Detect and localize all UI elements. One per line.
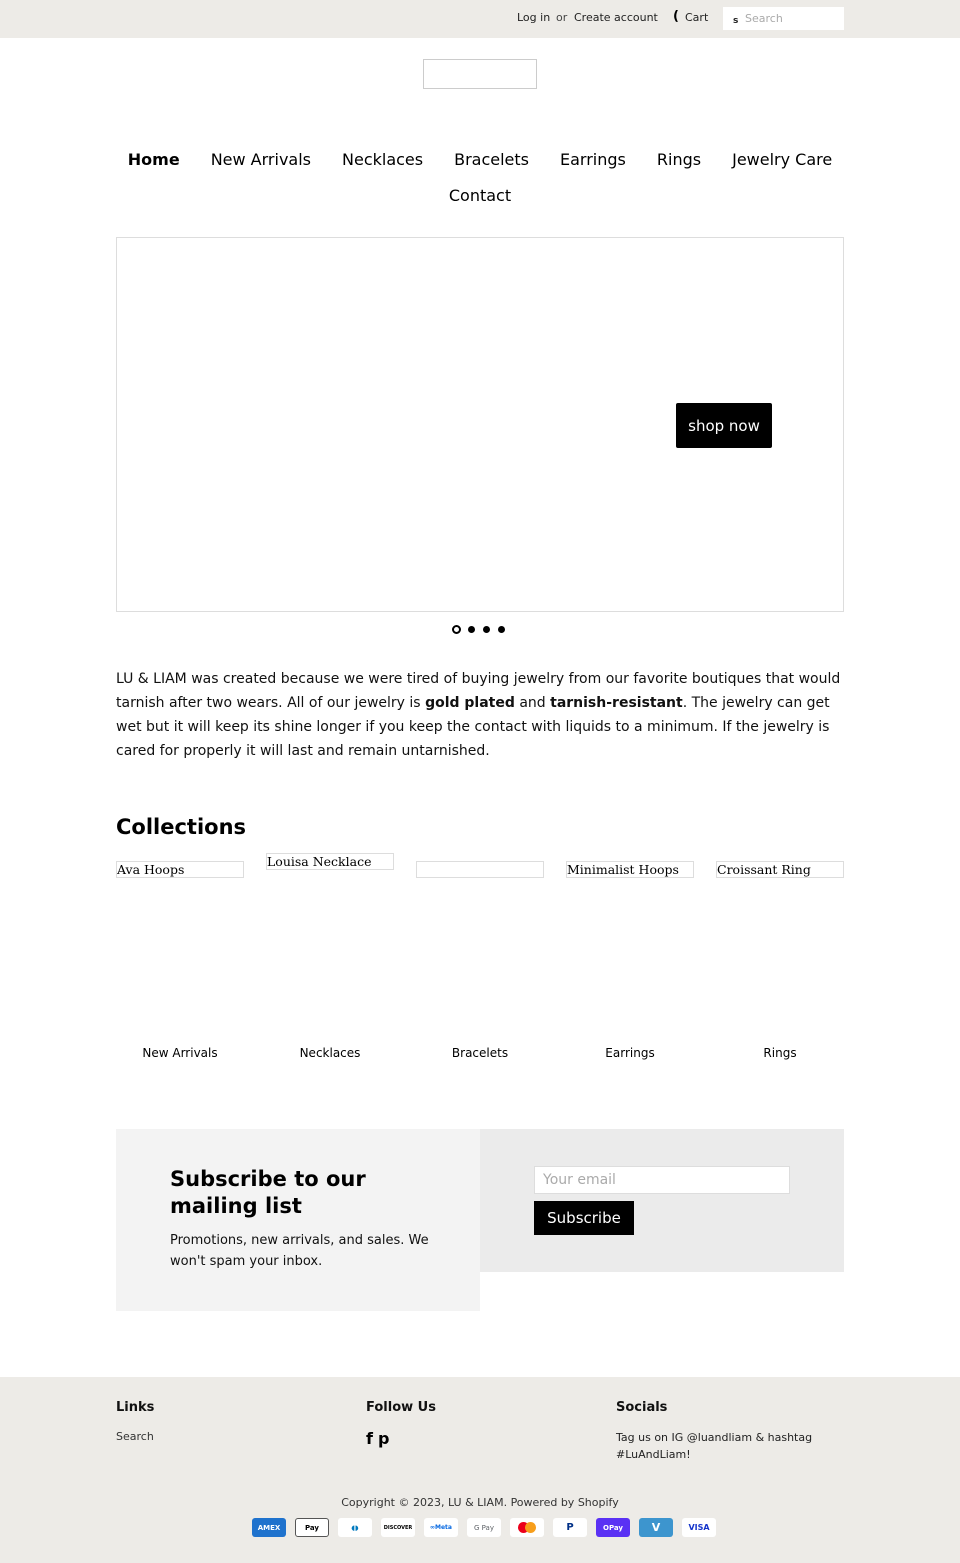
mastercard-icon bbox=[510, 1518, 544, 1537]
intro-text-1: LU & LIAM was created because we were tired of buying jewelry from our favorite boutiques that would tarnish after two wears. All of our jewelry is bbox=[116, 671, 841, 711]
newsletter-description: Promotions, new arrivals, and sales. We won't spam your inbox. bbox=[170, 1233, 429, 1269]
product-croissant-ring[interactable]: Croissant Ring bbox=[716, 861, 844, 878]
diners-club-icon: ◖◗ bbox=[338, 1518, 372, 1537]
nav-item-rings[interactable]: Rings bbox=[656, 150, 702, 169]
footer-link-search[interactable]: Search bbox=[116, 1430, 154, 1443]
nav-item-jewelry-care[interactable]: Jewelry Care bbox=[732, 150, 833, 169]
slide-dot-1[interactable] bbox=[452, 625, 461, 634]
slide-dot-2[interactable] bbox=[468, 626, 475, 633]
nav-item-contact[interactable]: Contact bbox=[448, 186, 512, 205]
footer-socials-text: Tag us on IG @luandliam & hashtag #LuAndLiam! bbox=[616, 1431, 813, 1461]
product-image-placeholder[interactable] bbox=[416, 861, 544, 878]
footer-follow-heading: Follow Us bbox=[366, 1400, 436, 1415]
footer-links-heading: Links bbox=[116, 1400, 155, 1415]
meta-pay-icon: ∞Meta bbox=[424, 1518, 458, 1537]
product-ava-hoops[interactable]: Ava Hoops bbox=[116, 861, 244, 878]
intro-bold-gold-plated: gold plated bbox=[425, 695, 515, 711]
facebook-icon[interactable]: f bbox=[366, 1429, 373, 1448]
nav-item-earrings[interactable]: Earrings bbox=[560, 150, 626, 169]
email-field[interactable] bbox=[534, 1166, 790, 1194]
product-louisa-necklace[interactable]: Louisa Necklace bbox=[266, 853, 394, 870]
search-input[interactable] bbox=[745, 7, 841, 30]
intro-text-3: . The jewelry can get wet but it will keep its shine longer if you keep the contact with liquids to a minimum. If the jewelry is cared for properly it will last and remain untarnished. bbox=[116, 695, 830, 759]
intro-paragraph bbox=[116, 667, 846, 763]
nav-item-new-arrivals[interactable]: New Arrivals bbox=[210, 150, 311, 169]
main-nav bbox=[0, 148, 960, 208]
pinterest-icon[interactable]: p bbox=[378, 1429, 390, 1448]
search-icon[interactable]: s bbox=[733, 16, 739, 26]
intro-text-2: and bbox=[514, 695, 551, 711]
create-account-link[interactable]: Create account bbox=[574, 11, 658, 24]
visa-icon: VISA bbox=[682, 1518, 716, 1537]
shop-pay-icon: OPay bbox=[596, 1518, 630, 1537]
shop-now-button[interactable]: shop now bbox=[676, 403, 772, 448]
store-logo[interactable] bbox=[423, 59, 537, 89]
collection-new-arrivals[interactable]: New Arrivals bbox=[142, 1046, 218, 1060]
collection-rings[interactable]: Rings bbox=[763, 1046, 797, 1060]
collection-necklaces[interactable]: Necklaces bbox=[299, 1046, 361, 1060]
venmo-icon: V bbox=[639, 1518, 673, 1537]
newsletter-title: Subscribe to our mailing list bbox=[170, 1167, 366, 1218]
nav-item-home[interactable]: Home bbox=[127, 150, 180, 169]
or-text: or bbox=[556, 11, 568, 24]
collection-bracelets[interactable]: Bracelets bbox=[451, 1046, 509, 1060]
slide-dot-3[interactable] bbox=[483, 626, 490, 633]
paypal-icon: P bbox=[553, 1518, 587, 1537]
slide-dot-4[interactable] bbox=[498, 626, 505, 633]
subscribe-button[interactable]: Subscribe bbox=[534, 1201, 634, 1235]
login-link[interactable]: Log in bbox=[517, 11, 551, 24]
nav-item-bracelets[interactable]: Bracelets bbox=[454, 150, 530, 169]
amex-icon: AMEX bbox=[252, 1518, 286, 1537]
newsletter-form bbox=[480, 1129, 844, 1272]
cart-link[interactable]: Cart bbox=[685, 11, 709, 24]
payment-icons bbox=[252, 1518, 716, 1537]
newsletter-info bbox=[116, 1129, 480, 1311]
apple-pay-icon: Pay bbox=[295, 1518, 329, 1537]
top-bar bbox=[0, 0, 960, 38]
footer-socials-heading: Socials bbox=[616, 1400, 668, 1415]
hero-slideshow[interactable] bbox=[116, 237, 844, 612]
search-box bbox=[723, 7, 844, 30]
slideshow-dots bbox=[452, 625, 506, 634]
nav-item-necklaces[interactable]: Necklaces bbox=[342, 150, 424, 169]
cart-icon[interactable]: ( bbox=[673, 9, 679, 24]
collection-earrings[interactable]: Earrings bbox=[605, 1046, 655, 1060]
product-minimalist-hoops[interactable]: Minimalist Hoops bbox=[566, 861, 694, 878]
intro-bold-tarnish-resistant: tarnish-resistant bbox=[550, 695, 683, 711]
footer bbox=[0, 1377, 960, 1563]
copyright: Copyright © 2023, LU & LIAM. Powered by Shopify bbox=[341, 1496, 619, 1509]
discover-icon: DISCOVER bbox=[381, 1518, 415, 1537]
google-pay-icon: G Pay bbox=[467, 1518, 501, 1537]
collections-heading: Collections bbox=[116, 815, 247, 839]
